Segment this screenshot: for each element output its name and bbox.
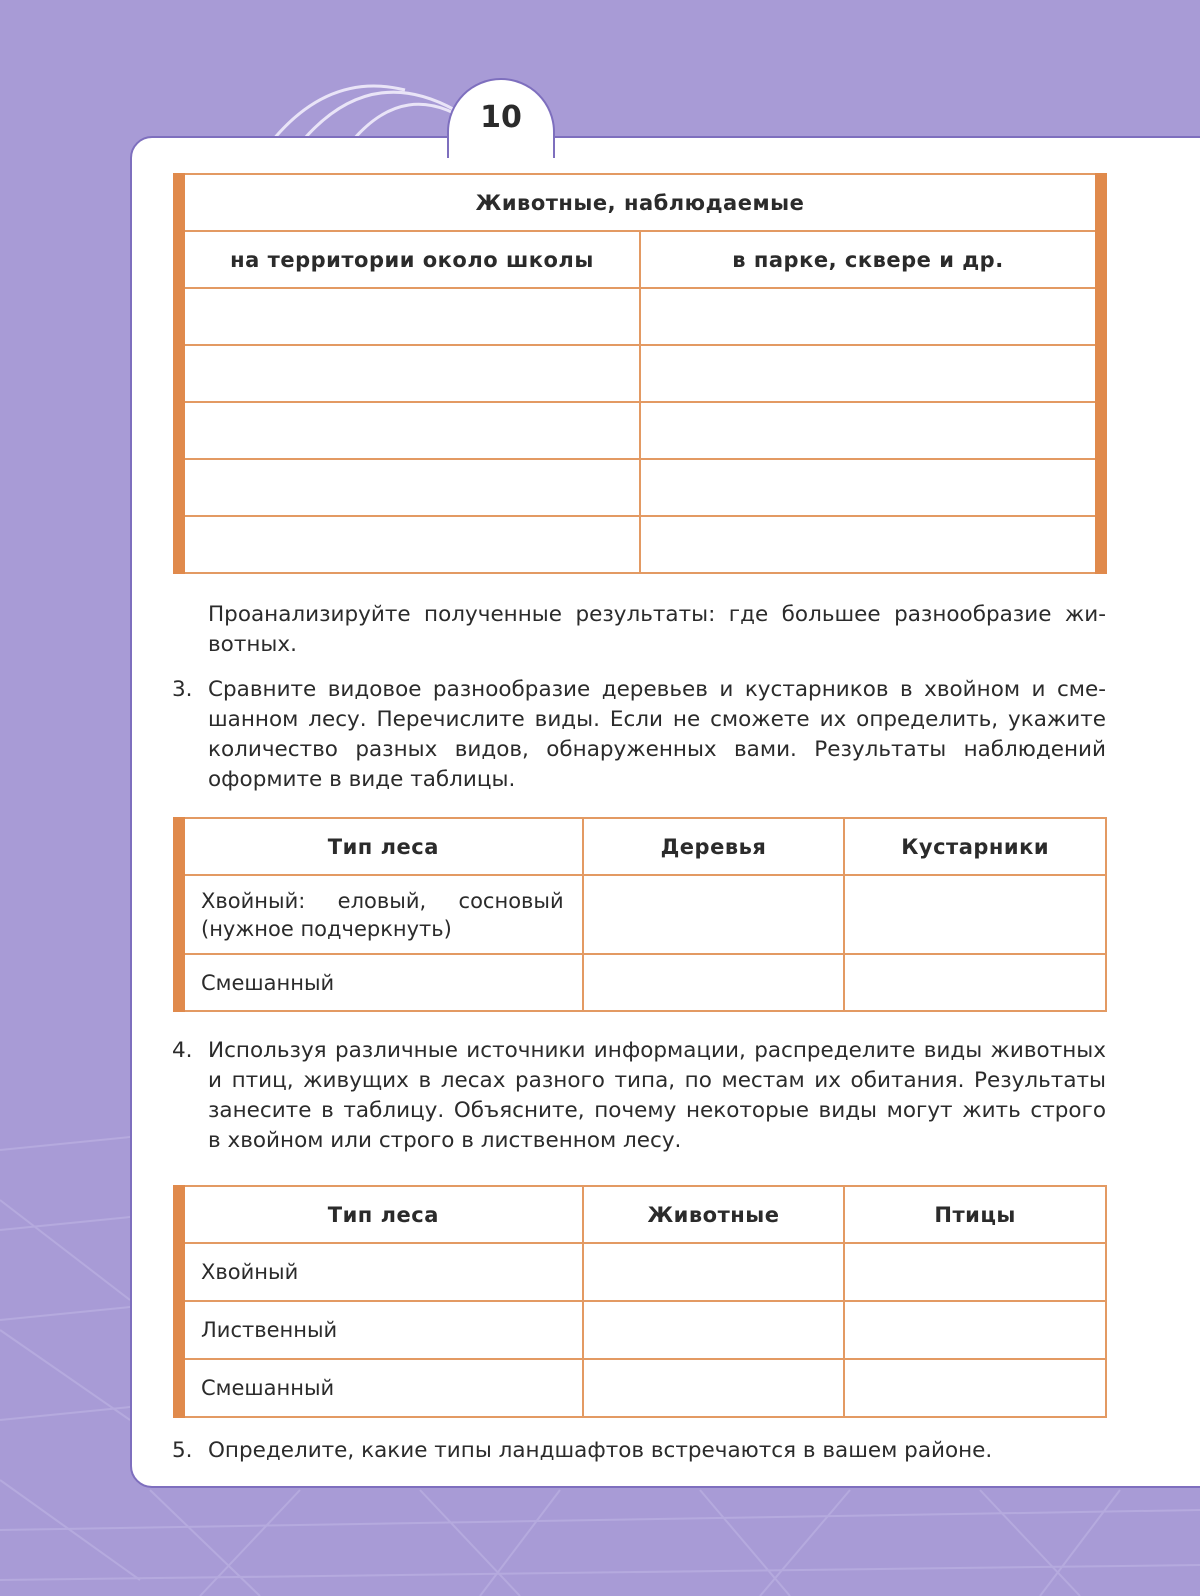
table-cell[interactable] xyxy=(640,288,1101,345)
table-header-row xyxy=(179,818,1106,875)
table-cell[interactable] xyxy=(583,875,845,954)
row-label-mixed: Смешанный xyxy=(179,1359,583,1417)
table-cell[interactable] xyxy=(640,459,1101,516)
row-label-line: (нужное подчеркнуть) xyxy=(201,916,452,941)
table-row xyxy=(179,288,1101,345)
task-5-text: Определите, какие типы ландшафтов встречаются в вашем районе. xyxy=(208,1438,993,1463)
text-line: в хвойном или строго в лиственном лесу. xyxy=(208,1128,682,1153)
text-line: и птиц, живущих в лесах разного типа, по местам их обитания. Результаты xyxy=(208,1068,1106,1093)
table-row xyxy=(179,402,1101,459)
table-cell[interactable] xyxy=(844,875,1106,954)
row-label-line: Хвойный: еловый, сосновый xyxy=(201,888,564,913)
row-label-coniferous: Хвойный xyxy=(179,1243,583,1301)
task-3-text xyxy=(208,675,1106,795)
table-cell[interactable] xyxy=(583,1301,845,1359)
text-line: Сравните видовое разнообразие деревьев и кустарников в хвойном и сме- xyxy=(208,677,1106,702)
table-cell[interactable] xyxy=(583,1359,845,1417)
text-line: занесите в таблицу. Объясните, почему некоторые виды могут жить строго xyxy=(208,1098,1106,1123)
table-cell[interactable] xyxy=(179,459,640,516)
animals-table xyxy=(173,173,1107,574)
table-row xyxy=(179,345,1101,402)
column-header-trees: Деревья xyxy=(583,818,845,875)
column-header-birds: Птицы xyxy=(844,1186,1106,1243)
task-4-text xyxy=(208,1036,1106,1156)
table-cell[interactable] xyxy=(179,516,640,573)
text-line: Проанализируйте полученные результаты: где большее разнообразие жи- xyxy=(208,602,1106,627)
text-line: количество разных видов, обнаруженных вами. Результаты наблюдений xyxy=(208,737,1106,762)
row-label-coniferous xyxy=(179,875,583,954)
text-line: вотных. xyxy=(208,632,297,657)
table-row xyxy=(179,1301,1106,1359)
table-header-row xyxy=(179,231,1101,288)
column-header-park: в парке, сквере и др. xyxy=(640,231,1101,288)
column-header-forest-type: Тип леса xyxy=(179,1186,583,1243)
table-cell[interactable] xyxy=(583,1243,845,1301)
table-row xyxy=(179,875,1106,954)
text-line: Используя различные источники информации, распределите виды животных xyxy=(208,1038,1106,1063)
table-cell[interactable] xyxy=(844,1243,1106,1301)
task-4-number: 4. xyxy=(172,1038,193,1063)
task-5-number: 5. xyxy=(172,1438,193,1463)
column-header-forest-type: Тип леса xyxy=(179,818,583,875)
habitat-table xyxy=(173,1185,1107,1418)
page-number: 10 xyxy=(480,100,522,135)
table-title: Животные, наблюдаемые xyxy=(179,174,1101,231)
text-line: шанном лесу. Перечислите виды. Если не сможете их определить, укажите xyxy=(208,707,1106,732)
table-cell[interactable] xyxy=(179,402,640,459)
table-cell[interactable] xyxy=(583,954,845,1011)
text-line: оформите в виде таблицы. xyxy=(208,767,516,792)
table-row xyxy=(179,459,1101,516)
task-3-number: 3. xyxy=(172,677,193,702)
table-row xyxy=(179,516,1101,573)
column-header-shrubs: Кустарники xyxy=(844,818,1106,875)
table-row xyxy=(179,954,1106,1011)
row-label-mixed: Смешанный xyxy=(179,954,583,1011)
table-cell[interactable] xyxy=(844,1359,1106,1417)
table-cell[interactable] xyxy=(179,288,640,345)
analysis-paragraph xyxy=(208,600,1106,660)
row-label-deciduous: Лиственный xyxy=(179,1301,583,1359)
table-cell[interactable] xyxy=(844,1301,1106,1359)
column-header-school: на территории около школы xyxy=(179,231,640,288)
table-row xyxy=(179,1243,1106,1301)
table-cell[interactable] xyxy=(640,345,1101,402)
forest-species-table xyxy=(173,817,1107,1012)
column-header-animals: Животные xyxy=(583,1186,845,1243)
table-cell[interactable] xyxy=(640,402,1101,459)
table-title-row xyxy=(179,174,1101,231)
table-row xyxy=(179,1359,1106,1417)
table-cell[interactable] xyxy=(179,345,640,402)
table-header-row xyxy=(179,1186,1106,1243)
table-cell[interactable] xyxy=(844,954,1106,1011)
table-cell[interactable] xyxy=(640,516,1101,573)
